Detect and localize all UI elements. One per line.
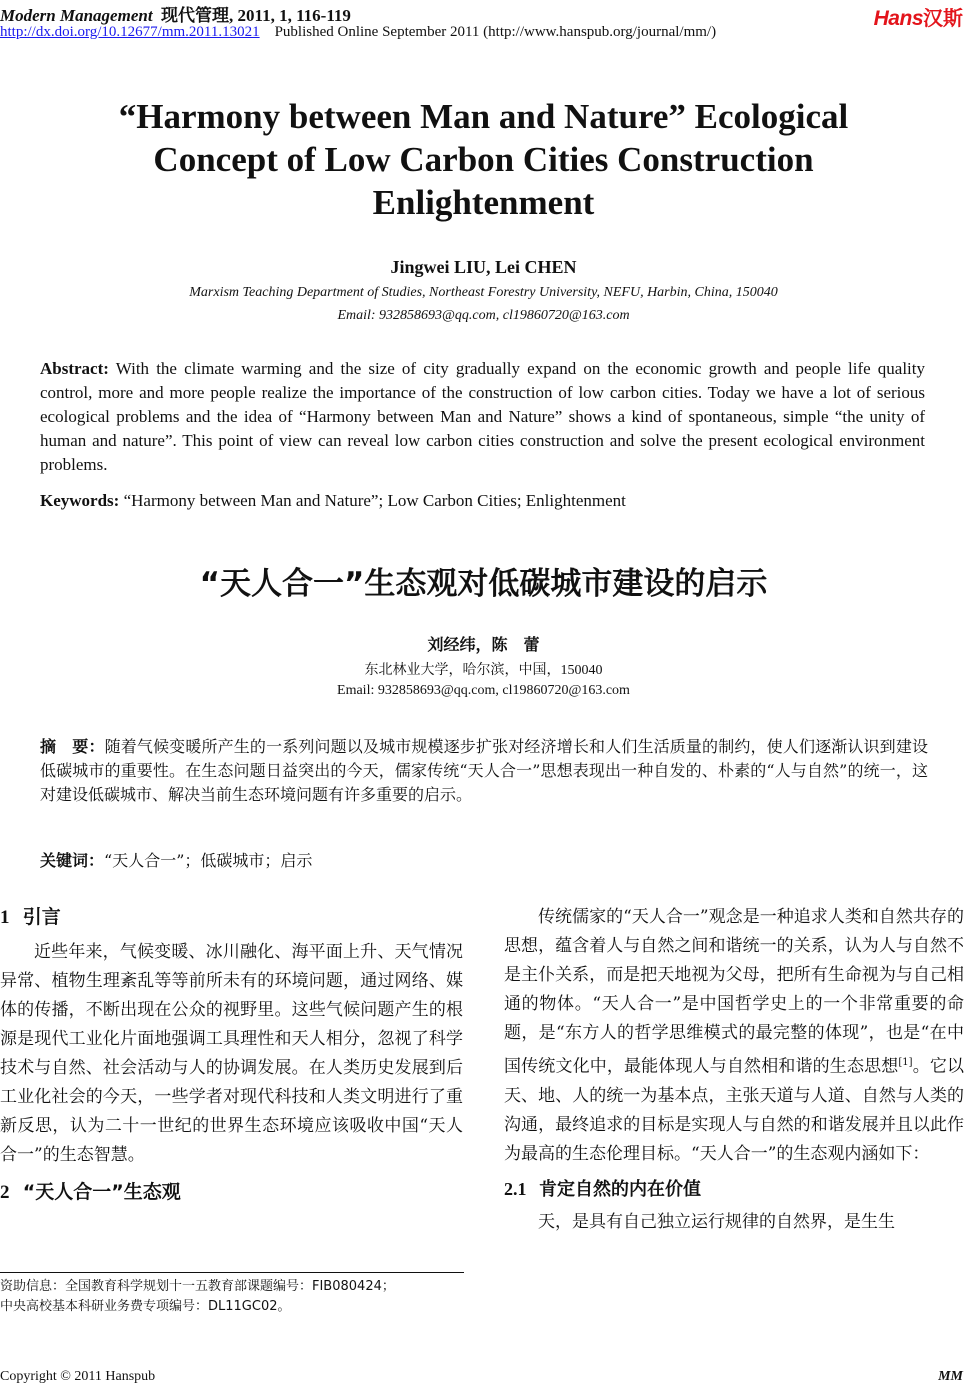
publication-line — [0, 24, 716, 41]
left-column — [0, 903, 463, 1207]
english-title: “Harmony between Man and Nature” Ecological Concept of Low Carbon Cities Construction Enlightenment — [118, 97, 849, 222]
chinese-keywords-text: “天人合一”；低碳城市；启示 — [104, 851, 313, 870]
english-email: Email: 932858693@qq.com, cl19860720@163.com — [337, 308, 630, 323]
footnote-line-2: 中央高校基本科研业务费专项编号：DL11GC02。 — [0, 1299, 291, 1314]
copyright: Copyright © 2011 Hanspub — [0, 1369, 156, 1384]
section-1-paragraph: 近些年来，气候变暖、冰川融化、海平面上升、天气情况异常、植物生理紊乱等等前所未有的环境问题，通过网络、媒体的传播，不断出现在公众的视野里。这些气候问题产生的根源是现代工业化片面地强调工具理性和天人相分，忽视了科学技术与自然、社会活动与人的协调发展。在人类历史发展到后工业化社会的今天，一些学者对现代科技和人类文明进行了重新反思，认为二十一世纪的世界生态环境应该吸收中国“天人合一”的生态智慧。 — [0, 942, 463, 1165]
chinese-email: Email: 932858693@qq.com, cl19860720@163.com — [337, 683, 630, 698]
chinese-keywords — [40, 848, 312, 871]
chinese-keywords-label: 关键词： — [40, 851, 105, 870]
citation-ref[interactable]: [1] — [898, 1057, 913, 1068]
chinese-authors: 刘经纬，陈 蕾 — [427, 635, 540, 654]
journal-volume: 现代管理, 2011, 1, 116-119 — [161, 6, 351, 25]
footnote-divider — [0, 1272, 464, 1273]
chinese-title: “天人合一”生态观对低碳城市建设的启示 — [199, 566, 768, 602]
english-authors: Jingwei LIU, Lei CHEN — [390, 257, 577, 277]
abstract-label: Abstract: — [40, 359, 109, 378]
section-2-1-heading: 2.1 肯定自然的内在价值 — [504, 1178, 702, 1200]
section-2-1-paragraph: 天，是具有自己独立运行规律的自然界，是生生 — [538, 1211, 895, 1232]
right-column — [504, 903, 964, 1237]
english-abstract — [40, 357, 925, 477]
footnote-line-1: 资助信息：全国教育科学规划十一五教育部课题编号：FIB080424； — [0, 1279, 395, 1294]
logo-cn: 汉斯 — [923, 8, 963, 30]
chinese-affiliation: 东北林业大学，哈尔滨，中国，150040 — [364, 663, 603, 678]
chinese-abstract — [40, 735, 928, 807]
hans-logo — [874, 2, 963, 31]
journal-header — [0, 1, 351, 26]
chinese-abstract-text: 随着气候变暖所产生的一系列问题以及城市规模逐步扩张对经济增长和人们生活质量的制约，使人们逐渐认识到建设低碳城市的重要性。在生态问题日益突出的今天，儒家传统“天人合一”思想表现出一种自发的、朴素的“人与自然”的统一，这对建设低碳城市、解决当前生态环境问题有许多重要的启示。 — [40, 737, 928, 804]
published-online: Published Online September 2011 (http://www.hanspub.org/journal/mm/) — [274, 24, 717, 40]
journal-abbr: MM — [938, 1369, 963, 1384]
english-affiliation: Marxism Teaching Department of Studies, Northeast Forestry University, NEFU, Harbin, China, 150040 — [189, 285, 778, 300]
funding-footnote — [0, 1277, 470, 1317]
section-2-heading: 2 “天人合一”生态观 — [0, 1181, 181, 1203]
section-2-paragraph: 传统儒家的“天人合一”观念是一种追求人类和自然共存的思想，蕴含着人与自然之间和谐统一的关系，认为人与自然不是主仆关系，而是把天地视为父母，把所有生命视为与自己相通的物体。“天人合一”是中国哲学史上的一个非常重要的命题，是“东方人的哲学思维模式的最完整的体现”，也是“在中国传统文化中，最能体现人与自然相和谐的生态思想[1]。它以天、地、人的统一为基本点，主张天道与人道、自然与人类的沟通，最终追求的目标是实现人与自然的和谐发展并且以此作为最高的生态伦理目标。“天人合一”的生态观内涵如下： — [504, 907, 965, 1164]
journal-name: Modern Management — [0, 6, 153, 25]
doi-link[interactable]: http://dx.doi.org/10.12677/mm.2011.13021 — [0, 24, 260, 40]
chinese-abstract-label: 摘 要： — [40, 737, 105, 756]
keywords-text: “Harmony between Man and Nature”; Low Carbon Cities; Enlightenment — [123, 491, 626, 510]
keywords-label: Keywords: — [40, 491, 120, 510]
abstract-text: With the climate warming and the size of city gradually expand on the economic growth and people life quality control, more and more people realize the importance of the construction of low carbon cities. Today we have a lot of serious ecological problems and the idea of “Harmony between Man and Nature” shows a kind of spontaneous, simple “the unity of human and nature”. This point of view can reveal low carbon cities construction and solve the present ecological environment problems. — [40, 359, 925, 474]
english-keywords — [40, 491, 925, 511]
logo-en: Hans — [873, 7, 923, 30]
section-1-heading: 1 引言 — [0, 906, 61, 928]
